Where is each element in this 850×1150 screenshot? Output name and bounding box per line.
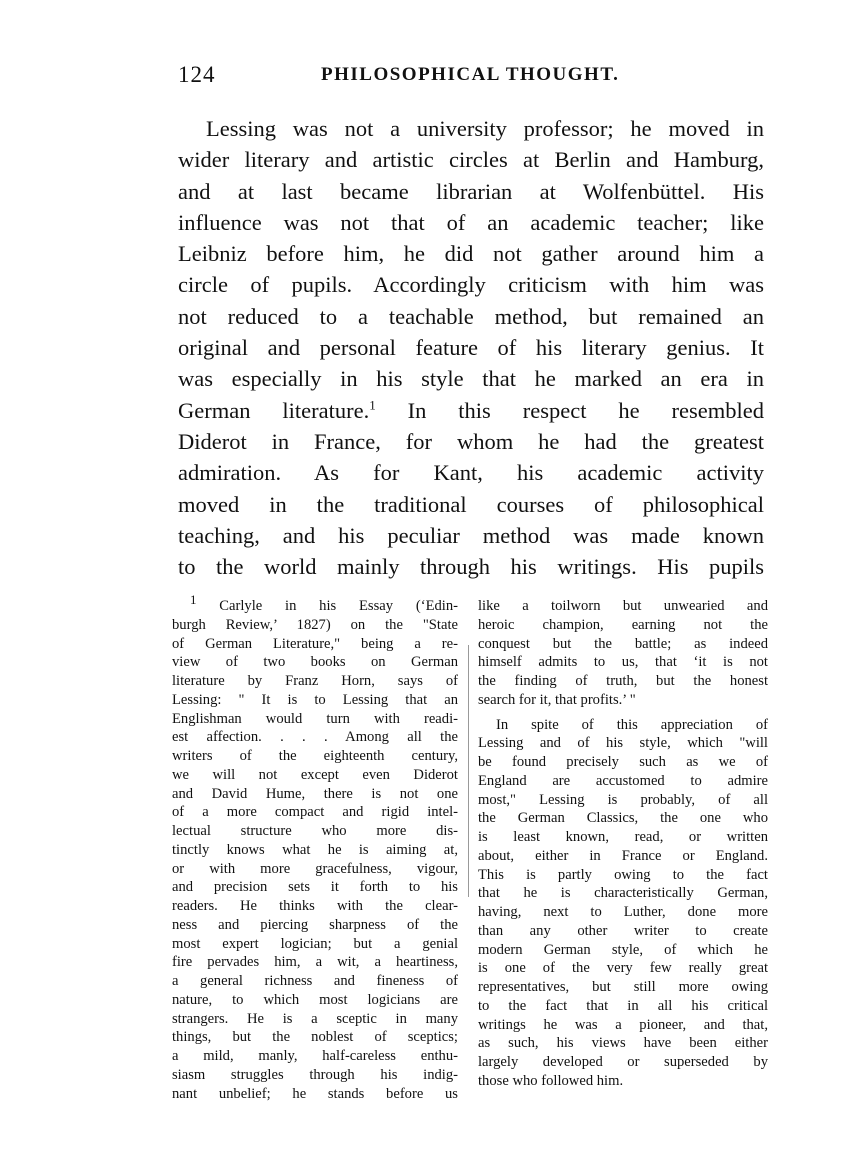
footnote-line: lectual structure who more dis- — [172, 823, 458, 839]
footnote-line: like a toilworn but unwearied and — [478, 598, 768, 614]
footnote-line: and precision sets it forth to his — [172, 879, 458, 896]
footnote-line: modern German style, of which he — [478, 941, 768, 958]
footnote-line: the German Classics, the one who — [478, 810, 768, 827]
body-line-text: In this respect he resembled — [407, 397, 764, 423]
body-line: and at last became librarian at Wolfenbüttel. His — [178, 178, 764, 204]
footnote-text: Carlyle in his Essay (‘Edin- — [219, 598, 458, 614]
footnote-line: England are accustomed to admire — [478, 772, 768, 789]
body-line: Diderot in France, for whom he had the greatest — [178, 428, 764, 454]
footnote-line: view of two books on German — [172, 654, 458, 671]
footnote-line — [172, 592, 458, 616]
body-line: not reduced to a teachable method, but remained an — [178, 303, 764, 329]
footnote-line: of a more compact and rigid intel- — [172, 804, 458, 821]
footnote-line: In spite of this appreciation of — [496, 716, 768, 733]
footnote-line: we will not except even Diderot — [172, 766, 458, 783]
footnote-line: strangers. He is a sceptic in many — [172, 1010, 458, 1027]
footnote-line: Lessing: " It is to Lessing that an — [172, 691, 458, 708]
footnote-line: be found precisely such as we of — [478, 754, 768, 770]
footnote-line: est affection. . . . Among all the — [172, 729, 458, 746]
footnote-line: This is partly owing to the fact — [478, 866, 768, 883]
body-text — [178, 113, 764, 582]
footnote-line: search for it, that profits.’ " — [478, 691, 636, 708]
footnote-line: fire pervades him, a wit, a heartiness, — [172, 954, 458, 971]
footnote-line: ness and piercing sharpness of the — [172, 916, 458, 933]
body-line: original and personal feature of his literary genius. It — [178, 335, 764, 361]
running-head: PHILOSOPHICAL THOUGHT. — [321, 64, 620, 85]
footnote-line: a general richness and fineness of — [172, 973, 458, 989]
footnote-column-left — [172, 592, 458, 1103]
footnote-line: to the fact that in all his critical — [478, 997, 768, 1014]
footnote-line: tinctly knows what he is aiming at, — [172, 841, 458, 858]
body-line: Leibniz before him, he did not gather around him a — [178, 241, 764, 267]
body-line-text: German literature. — [178, 397, 370, 423]
footnote-line: Lessing and of his style, which "will — [478, 735, 768, 752]
footnote-marker: 1 — [190, 592, 197, 608]
footnote-line: or with more gracefulness, vigour, — [172, 860, 458, 877]
footnote-line: those who followed him. — [478, 1072, 624, 1089]
body-line: circle of pupils. Accordingly criticism with him was — [178, 272, 764, 298]
footnote-line: is one of the very few really great — [478, 960, 768, 977]
footnote-line: as such, his views have been either — [478, 1035, 768, 1052]
body-line: moved in the traditional courses of philosophical — [178, 491, 764, 517]
body-line-with-footnote-ref — [178, 395, 764, 426]
footnote-line: that he is characteristically German, — [478, 885, 768, 902]
footnote-line: about, either in France or England. — [478, 847, 768, 864]
footnote-line: writers of the eighteenth century, — [172, 748, 458, 764]
footnote-line: literature by Franz Horn, says of — [172, 673, 458, 689]
footnote-line: heroic champion, earning not the — [478, 616, 768, 633]
footnotes — [172, 592, 768, 1102]
footnote-line: of German Literature," being a re- — [172, 635, 458, 652]
footnote-line: burgh Review,’ 1827) on the "State — [172, 616, 458, 633]
footnote-line: most," Lessing is probably, of all — [478, 791, 768, 808]
footnote-line: conquest but the battle; as indeed — [478, 635, 768, 652]
footnote-line: writings he was a pioneer, and that, — [478, 1016, 768, 1033]
footnote-line: readers. He thinks with the clear- — [172, 898, 458, 914]
footnote-column-right — [478, 597, 768, 1091]
column-divider — [468, 645, 469, 897]
page-header — [178, 62, 764, 92]
footnote-reference: 1 — [369, 397, 376, 413]
footnote-line: himself admits to us, that ‘it is not — [478, 654, 768, 671]
body-line: admiration. As for Kant, his academic activity — [178, 460, 764, 486]
footnote-line: nature, to which most logicians are — [172, 991, 458, 1008]
footnote-line: most expert logician; but a genial — [172, 935, 458, 952]
footnote-line: the finding of truth, but the honest — [478, 673, 768, 689]
footnote-line: a mild, manly, half-careless enthu- — [172, 1048, 458, 1064]
page-number: 124 — [178, 62, 216, 87]
footnote-line: is least known, read, or written — [478, 829, 768, 845]
footnote-line: Englishman would turn with readi- — [172, 710, 458, 727]
footnote-line: things, but the noblest of sceptics; — [172, 1029, 458, 1046]
footnote-line: siasm struggles through his indig- — [172, 1066, 458, 1083]
footnote-line: representatives, but still more owing — [478, 979, 768, 995]
footnote-line: having, next to Luther, done more — [478, 904, 768, 920]
footnote-line: and David Hume, there is not one — [172, 785, 458, 802]
body-line: influence was not that of an academic teacher; like — [178, 209, 764, 235]
body-line: teaching, and his peculiar method was made known — [178, 522, 764, 548]
footnote-line: largely developed or superseded by — [478, 1054, 768, 1070]
body-line: to the world mainly through his writings. His pupils — [178, 554, 764, 580]
body-line: Lessing was not a university professor; he moved in — [206, 116, 764, 141]
body-line: wider literary and artistic circles at Berlin and Hamburg, — [178, 147, 764, 173]
body-line: was especially in his style that he marked an era in — [178, 366, 764, 392]
footnote-line: nant unbelief; he stands before us — [172, 1085, 458, 1102]
footnote-line: than any other writer to create — [478, 922, 768, 939]
